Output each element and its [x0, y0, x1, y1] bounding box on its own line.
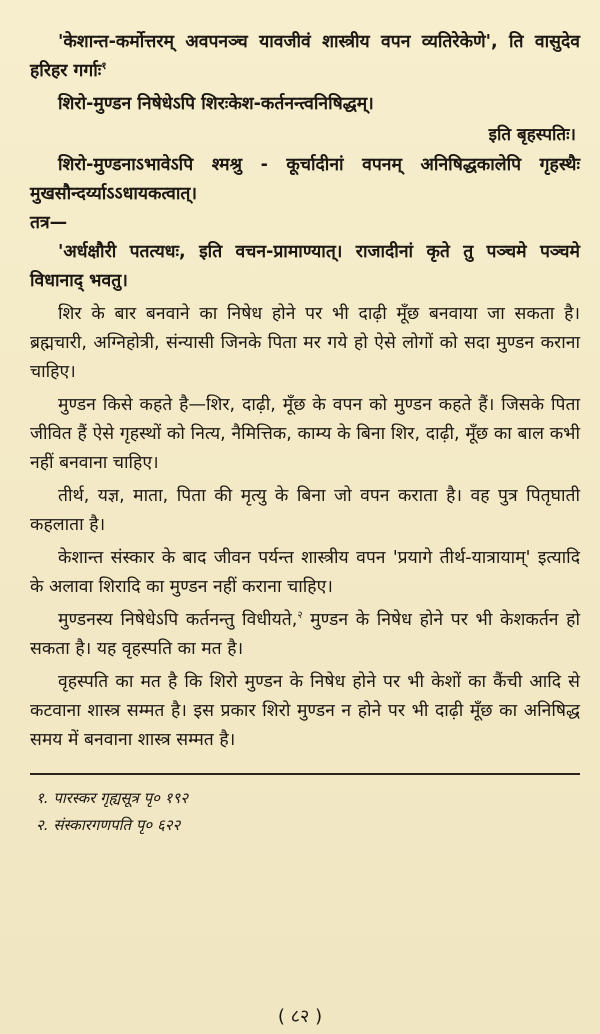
page-number: ( ८२ ): [277, 1006, 323, 1027]
hindi-paragraph-4: केशान्त संस्कार के बाद जीवन पर्यन्त शास्त्रीय वपन 'प्रयागे तीर्थ-यात्रायाम्' इत्यादि के अलावा शिरादि का मुण्डन नहीं कराना चाहिए।: [30, 548, 580, 597]
hindi-paragraph-5: [30, 606, 580, 664]
sanskrit-verse-1-text: 'केशान्त-कर्मोत्तरम् अवपनञ्च यावजीवं शास्त्रीय वपन व्यतिरेकेणे', ति वासुदेव हरिहर गर्गाः: [30, 32, 580, 81]
hindi-paragraph-5-quote: मुण्डनस्य निषेधेऽपि कर्तनन्तु विधीयते,: [58, 610, 298, 630]
attribution-brihaspati: इति बृहस्पतिः।: [488, 125, 576, 145]
hindi-paragraph-5-text: मुण्डन के निषेध होने पर भी केशकर्तन हो सकता है। यह वृहस्पति का मत है।: [30, 610, 580, 659]
tatra-heading: तत्र—: [30, 213, 68, 233]
hindi-paragraph-3: तीर्थ, यज्ञ, माता, पिता की मृत्यु के बिना जो वपन कराता है। वह पुत्र पितृघाती कहलाता है।: [30, 486, 580, 535]
footnote-2: २. संस्कारगणपति पृ० ६२२: [36, 816, 181, 834]
hindi-paragraph-2: मुण्डन किसे कहते है—शिर, दाढ़ी, मूँछ के वपन को मुण्डन कहते हैं। जिसके पिता जीवित हैं ऐसे गृहस्थों को नित्य, नैमित्तिक, काम्य के बिना शिर, दाढ़ी, मूँछ का बाल कभी नहीं बनवाना चाहिए।: [30, 395, 580, 473]
footnote-ref-1: १: [101, 61, 107, 73]
hindi-paragraph-1: शिर के बार बनवाने का निषेध होने पर भी दाढ़ी मूँछ बनवाया जा सकता है। ब्रह्मचारी, अग्निहोत्री, संन्यासी जिनके पिता मर गये हो ऐसे लोगों को सदा मुण्डन कराना चाहिए।: [30, 304, 580, 382]
hindi-paragraph-6: वृहस्पति का मत है कि शिरो मुण्डन के निषेध होने पर भी केशों का कैंची आदि से कटवाना शास्त्र सम्मत है। इस प्रकार शिरो मुण्डन न होने पर भी दाढ़ी मूँछ का अनिषिद्ध समय में बनवाना शास्त्र सम्मत है।: [30, 672, 580, 750]
sanskrit-verse-2: शिरो-मुण्डन निषेधेऽपि शिरःकेश-कर्तनन्त्वनिषिद्धम्।: [58, 94, 374, 114]
footnote-ref-2: २: [297, 610, 303, 622]
sanskrit-verse-1: [30, 28, 580, 86]
sanskrit-verse-3: शिरो-मुण्डनाऽभावेऽपि श्मश्रु - कूर्चादीनां वपनम् अनिषिद्धकालेपि गृहस्थैः मुखसौन्दर्य्याऽऽधायकत्वात्।: [30, 155, 580, 204]
footnote-1: १. पारस्कर गृह्यसूत्र पृ० १९२: [36, 789, 189, 807]
sanskrit-verse-4: 'अर्धक्षौरी पतत्यधः, इति वचन-प्रामाण्यात्। राजादीनां कृते तु पञ्चमे पञ्चमे विधानाद् भवतु।: [30, 242, 580, 291]
footnote-divider: [30, 773, 580, 775]
